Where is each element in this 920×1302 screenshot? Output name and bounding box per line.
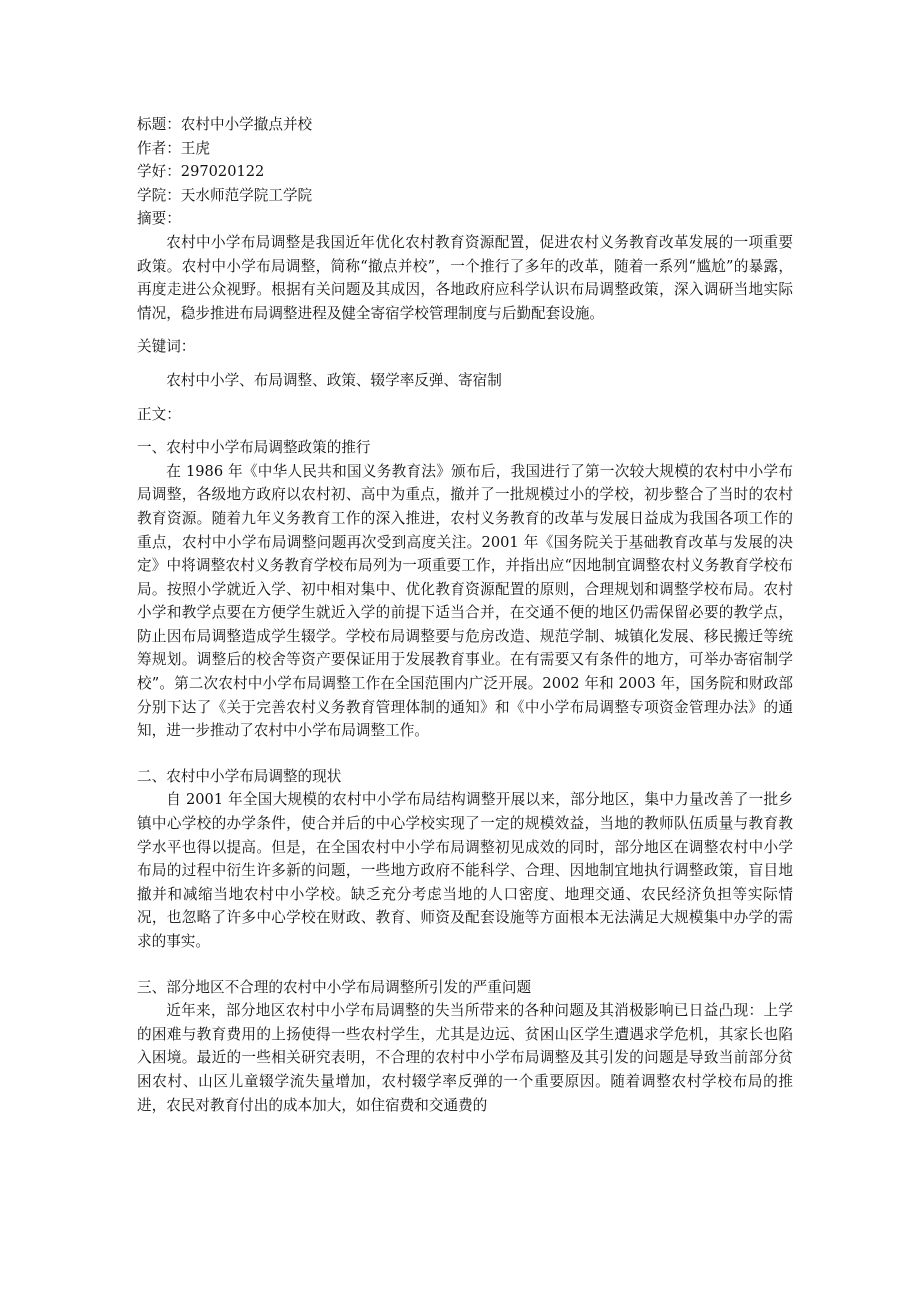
keywords-label: 关键词：: [137, 338, 196, 356]
abstract-label: 摘要：: [137, 210, 181, 228]
section-heading: 二、农村中小学布局调整的现状: [137, 767, 342, 785]
doc-author: 作者：王虎: [137, 139, 210, 157]
keywords-text: 农村中小学、布局调整、政策、辍学率反弹、寄宿制: [166, 371, 502, 389]
section-paragraph: 自 2001 年全国大规模的农村中小学布局结构调整开展以来，部分地区，集中力量改善了一批乡镇中心学校的办学条件，使合并后的中心学校实现了一定的规模效益，当地的教师队伍质量与教育教学水平也得以提高。但是，在全国农村中小学布局调整初见成效的同时，部分地区在调整农村中小学布局的过程中衍生许多新的问题，一些地方政府不能科学、合理、因地制宜地执行调整政策，盲目地撤并和减缩当地农村中小学校。缺乏充分考虑当地的人口密度、地理交通、农民经济负担等实际情况，也忽略了许多中心学校在财政、教育、师资及配套设施等方面根本无法满足大规模集中办学的需求的事实。: [137, 791, 793, 950]
section-heading: 三、部分地区不合理的农村中小学布局调整所引发的严重问题: [137, 978, 532, 996]
doc-title: 标题：农村中小学撤点并校: [137, 116, 313, 133]
spacer: [137, 743, 793, 765]
section-paragraph: 在 1986 年《中华人民共和国义务教育法》颁布后，我国进行了第一次较大规模的农村中小学布局调整，各级地方政府以农村初、高中为重点，撤并了一批规模过小的学校，初步整合了当时的农村教育资源。随着九年义务教育工作的深入推进，农村义务教育的改革与发展日益成为我国各项工作的重点，农村中小学布局调整问题再次受到高度关注。2001 年《国务院关于基础教育改革与发展的决定》中将调整农村义务教育学校布局列为一项重要工作，并指出应“因地制宜调整农村义务教育学校布局。按照小学就近入学、初中相对集中、优化教育资源配置的原则，合理规划和调整学校布局。农村小学和教学点要在方便学生就近入学的前提下适当合并，在交通不便的地区仍需保留必要的教学点，防止因布局调整造成学生辍学。学校布局调整要与危房改造、规范学制、城镇化发展、移民搬迁等统筹规划。调整后的校舍等资产要保证用于发展教育事业。在有需要又有条件的地方，可举办寄宿制学校”。第二次农村中小学布局调整工作在全国范围内广泛开展。2002 年和 2003 年，国务院和财政部分别下达了《关于完善农村义务教育管理体制的通知》和《中小学布局调整专项资金管理办法》的通知，进一步推动了农村中小学布局调整工作。: [137, 462, 793, 740]
document-page: [137, 113, 793, 1117]
section-paragraph: 近年来，部分地区农村中小学布局调整的失当所带来的各种问题及其消极影响已日益凸现：上学的困难与教育费用的上扬使得一些农村学生，尤其是边远、贫困山区学生遭遇求学危机，其家长也陷入困境。最近的一些相关研究表明，不合理的农村中小学布局调整及其引发的问题是导致当前部分贫困农村、山区儿童辍学流失量增加，农村辍学率反弹的一个重要原因。随着调整农村学校布局的推进，农民对教育付出的成本加大，如住宿费和交通费的: [137, 1002, 793, 1114]
doc-college: 学院：天水师范学院工学院: [137, 186, 313, 204]
spacer: [137, 426, 793, 436]
doc-student-number: 学好：297020122: [137, 163, 265, 181]
spacer: [137, 954, 793, 976]
spacer: [137, 325, 793, 335]
spacer: [137, 359, 793, 369]
section-heading: 一、农村中小学布局调整政策的推行: [137, 439, 371, 457]
abstract-paragraph: 农村中小学布局调整是我国近年优化农村教育资源配置，促进农村义务教育改革发展的一项重要政策。农村中小学布局调整，简称“撤点并校”，一个推行了多年的改革，随着一系列“尴尬”的暴露，再度走进公众视野。根据有关问题及其成因，各地政府应科学认识布局调整政策，深入调研当地实际情况，稳步推进布局调整进程及健全寄宿学校管理制度与后勤配套设施。: [137, 233, 793, 322]
body-label: 正文：: [137, 405, 181, 423]
spacer: [137, 393, 793, 403]
